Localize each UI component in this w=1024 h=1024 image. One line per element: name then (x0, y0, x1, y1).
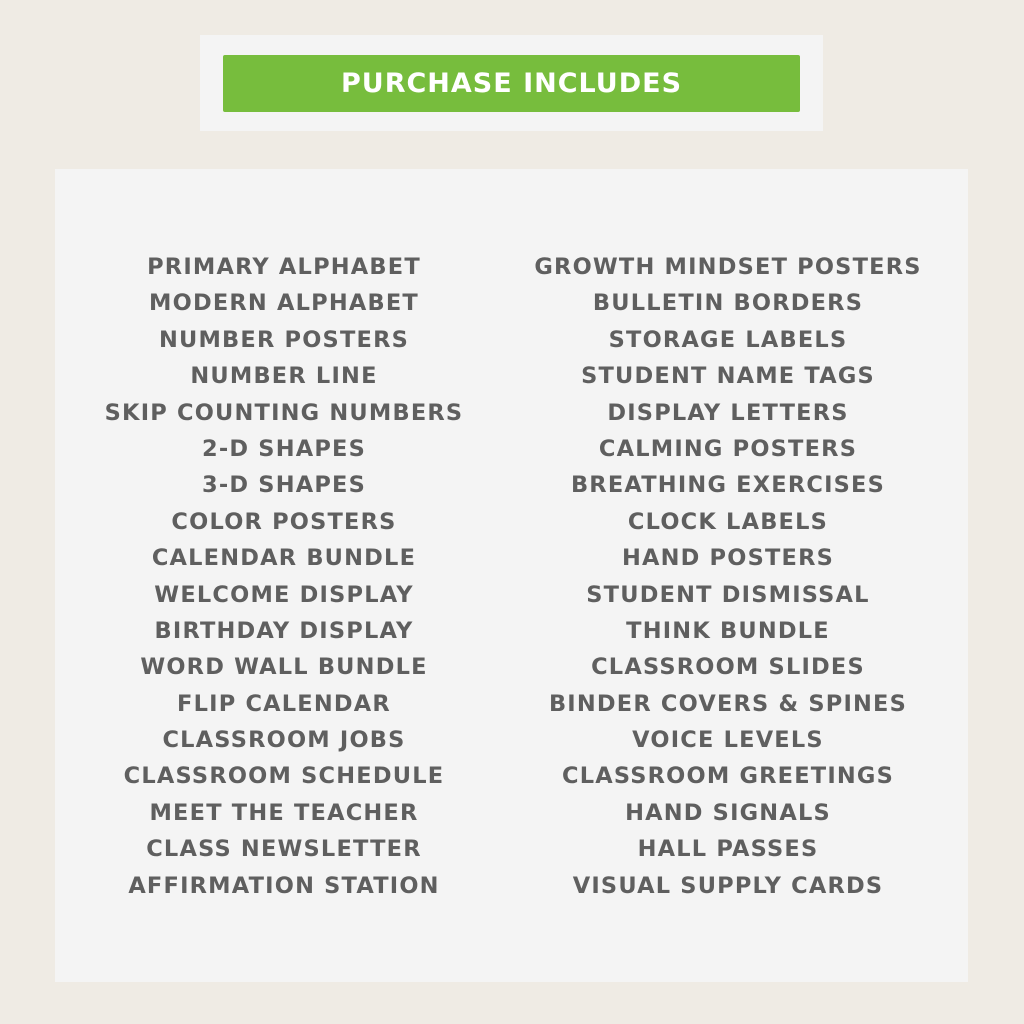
list-item: STUDENT NAME TAGS (581, 363, 875, 390)
list-item: MEET THE TEACHER (149, 799, 419, 826)
list-item: 3-D SHAPES (201, 472, 367, 499)
list-item: STUDENT DISMISSAL (586, 581, 870, 608)
list-item: 2-D SHAPES (201, 435, 367, 462)
includes-list-left (84, 249, 484, 904)
list-item: MODERN ALPHABET (149, 290, 419, 317)
list-item: CALENDAR BUNDLE (151, 545, 417, 572)
list-item: CLASSROOM SLIDES (591, 654, 865, 681)
list-item: CLASSROOM SCHEDULE (123, 763, 445, 790)
list-item: BIRTHDAY DISPLAY (154, 617, 414, 644)
list-item: COLOR POSTERS (171, 508, 397, 535)
list-item: BINDER COVERS & SPINES (548, 690, 908, 717)
list-item: CLASS NEWSLETTER (146, 836, 422, 863)
header-frame (200, 35, 823, 131)
list-item: WORD WALL BUNDLE (140, 654, 428, 681)
list-item: CALMING POSTERS (598, 435, 858, 462)
list-item: FLIP CALENDAR (177, 690, 391, 717)
list-item: VOICE LEVELS (632, 727, 824, 754)
includes-list-right (521, 249, 935, 904)
list-item: STORAGE LABELS (608, 326, 848, 353)
list-item: AFFIRMATION STATION (128, 872, 440, 899)
page-title: PURCHASE INCLUDES (340, 68, 683, 99)
list-item: CLASSROOM GREETINGS (561, 763, 895, 790)
list-item: DISPLAY LETTERS (607, 399, 849, 426)
list-item: HAND POSTERS (621, 545, 835, 572)
list-item: HAND SIGNALS (625, 799, 831, 826)
header-banner (223, 55, 800, 112)
list-item: CLOCK LABELS (627, 508, 829, 535)
includes-panel (55, 169, 968, 982)
list-item: NUMBER LINE (190, 363, 378, 390)
list-item: THINK BUNDLE (626, 617, 830, 644)
list-item: WELCOME DISPLAY (154, 581, 414, 608)
list-item: HALL PASSES (637, 836, 819, 863)
list-item: SKIP COUNTING NUMBERS (104, 399, 464, 426)
list-item: CLASSROOM JOBS (162, 727, 406, 754)
list-item: PRIMARY ALPHABET (147, 254, 421, 280)
list-item: BULLETIN BORDERS (592, 290, 864, 317)
list-item: VISUAL SUPPLY CARDS (572, 872, 884, 899)
list-item: BREATHING EXERCISES (570, 472, 886, 499)
list-item: NUMBER POSTERS (158, 326, 410, 353)
list-item: GROWTH MINDSET POSTERS (534, 254, 922, 280)
